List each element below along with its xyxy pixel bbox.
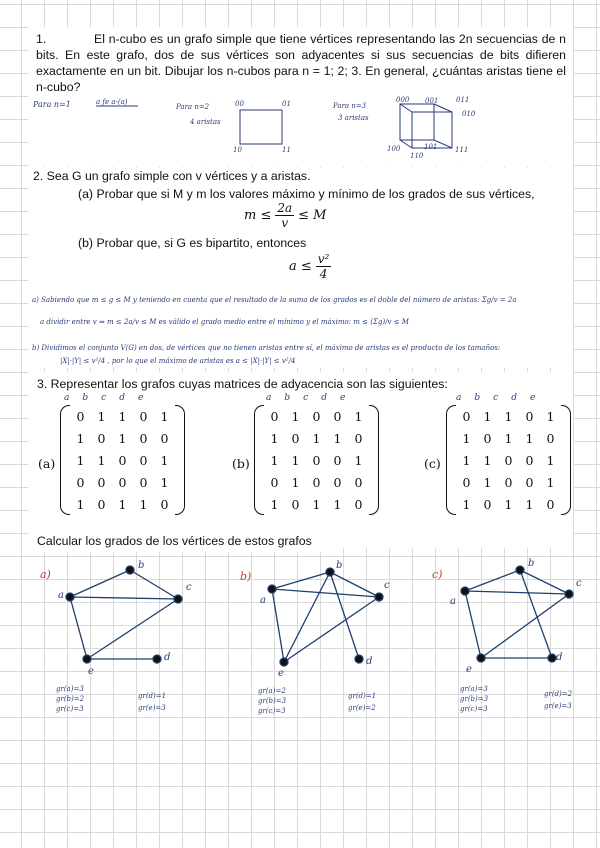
matrix-right-bracket — [175, 405, 185, 515]
matrix-cell: 1 — [312, 430, 321, 446]
matrix-row — [456, 493, 561, 515]
matrix-row — [264, 449, 369, 471]
matrix-cell: 1 — [139, 496, 148, 512]
matrix-row — [70, 471, 175, 493]
q2-part-b: (b) Probar que, si G es bipartito, entonces — [78, 236, 307, 250]
matrix-cell: 0 — [291, 430, 300, 446]
q1-cube-sketches — [0, 0, 600, 170]
col-letter: d — [119, 393, 138, 403]
matrix-cell: 1 — [118, 496, 127, 512]
matrix-cell: 1 — [97, 452, 106, 468]
matrix-left-bracket — [254, 405, 264, 515]
graph-c-vertex-a: a — [450, 596, 456, 607]
matrix-cell: 1 — [160, 452, 169, 468]
matrix-cell: 0 — [462, 474, 471, 490]
matrix-cell: 1 — [546, 474, 555, 490]
matrix-a-label: (a) — [38, 456, 56, 471]
matrix-row — [456, 471, 561, 493]
graph-b-vertex-e: e — [278, 668, 284, 679]
degrees-a-right — [138, 690, 166, 714]
matrix-cell: 0 — [333, 408, 342, 424]
matrix-cell: 0 — [270, 474, 279, 490]
graph-b-label: b) — [240, 570, 252, 583]
matrix-cell: 0 — [333, 452, 342, 468]
q2-part-a: (a) Probar que si M y m los valores máximo y mínimo de los grados de sus vértices, — [78, 187, 535, 201]
matrix-right-bracket — [369, 405, 379, 515]
matrix-cell: 1 — [525, 496, 534, 512]
q2-formula-b — [289, 252, 331, 281]
matrix-cell: 1 — [483, 408, 492, 424]
matrix-cell: 1 — [270, 452, 279, 468]
matrix-cell: 0 — [139, 408, 148, 424]
q1-n2-label: 01 — [282, 100, 291, 108]
matrix-cell: 0 — [504, 452, 513, 468]
matrix-c — [456, 405, 561, 515]
matrix-cell: 0 — [525, 452, 534, 468]
formula-b-den: 4 — [319, 267, 328, 281]
matrix-cell: 1 — [333, 496, 342, 512]
matrix-cell: 0 — [333, 474, 342, 490]
matrix-right-bracket — [561, 405, 571, 515]
degree-note: gr(e)=2 — [348, 704, 376, 712]
matrix-c-label: (c) — [424, 456, 441, 471]
degree-note: gr(e)=3 — [544, 702, 572, 710]
matrix-cell: 0 — [97, 474, 106, 490]
matrix-a-col-letters — [64, 393, 156, 403]
matrix-cell: 1 — [97, 408, 106, 424]
q2-note: |X|·|Y| ≤ v²/4 , por lo que el máximo de aristas es a ≤ |X|·|Y| ≤ v²/4 — [60, 357, 296, 365]
col-letter: e — [529, 393, 549, 403]
matrix-cell: 1 — [76, 452, 85, 468]
matrix-cell: 1 — [291, 408, 300, 424]
col-letter: e — [339, 393, 359, 403]
matrix-cell: 0 — [139, 452, 148, 468]
q2-formula-a — [244, 201, 327, 230]
q1-n3-label: 010 — [462, 110, 476, 118]
q1-n2-label: 11 — [282, 146, 291, 154]
matrix-cell: 1 — [525, 430, 534, 446]
degree-note: gr(d)=1 — [138, 692, 167, 700]
degree-note: gr(a)=2 — [258, 687, 286, 695]
degrees-b-right — [348, 690, 376, 714]
matrix-cell: 1 — [118, 408, 127, 424]
matrix-cell: 1 — [312, 496, 321, 512]
matrix-cell: 0 — [76, 408, 85, 424]
graph-a-vertex-b: b — [138, 560, 145, 571]
matrix-cell: 1 — [291, 474, 300, 490]
matrix-cell: 0 — [546, 430, 555, 446]
matrix-cell: 1 — [462, 430, 471, 446]
matrix-cell: 1 — [291, 452, 300, 468]
degree-note: gr(a)=3 — [460, 685, 488, 693]
matrix-cell: 1 — [354, 452, 363, 468]
matrix-cell: 1 — [462, 496, 471, 512]
q1-note-n2b: 4 aristas — [190, 118, 221, 126]
matrix-cell: 0 — [160, 496, 169, 512]
matrix-cell: 1 — [546, 452, 555, 468]
graph-c-vertex-e: e — [466, 664, 472, 675]
matrix-row — [456, 449, 561, 471]
matrix-row — [264, 405, 369, 427]
degrees-c-left — [460, 684, 488, 714]
matrix-cell: 0 — [97, 496, 106, 512]
col-letter: d — [511, 393, 530, 403]
matrix-row — [456, 427, 561, 449]
matrix-left-bracket — [60, 405, 70, 515]
matrix-b — [264, 405, 369, 515]
matrix-cell: 0 — [312, 474, 321, 490]
col-letter: a — [456, 393, 475, 403]
matrix-cell: 1 — [76, 430, 85, 446]
matrix-cell: 1 — [483, 452, 492, 468]
matrix-cell: 0 — [354, 430, 363, 446]
q2-note: a) Sabiendo que m ≤ g ≤ M y teniendo en cuenta que el resultado de la suma de los grados es el doble del número de aristas: Σg/v = 2a — [32, 296, 517, 304]
graph-a — [20, 555, 220, 685]
matrix-left-bracket — [446, 405, 456, 515]
matrix-cell: 0 — [270, 408, 279, 424]
matrix-a — [70, 405, 175, 515]
graph-b-vertex-c: c — [384, 580, 390, 591]
q3-title: 3. Representar los grafos cuyas matrices de adyacencia son las siguientes: — [37, 377, 448, 391]
matrix-cell: 1 — [333, 430, 342, 446]
q1-n3-label: 011 — [456, 96, 470, 104]
matrix-cell: 0 — [291, 496, 300, 512]
q1-note-n1: Para n=1 — [33, 100, 71, 109]
degree-note: gr(d)=1 — [348, 692, 377, 700]
degrees-c-right — [544, 688, 572, 712]
matrix-row — [70, 449, 175, 471]
matrix-cell: 1 — [462, 452, 471, 468]
matrix-cell: 0 — [525, 408, 534, 424]
q2-note: a dividir entre v ⇒ m ≤ 2a/v ≤ M es válido el grado medio entre el mínimo y el máximo: m ≤ (Σg)/v ≤ M — [40, 318, 409, 326]
q1-n2-label: 00 — [235, 100, 244, 108]
q2-intro: 2. Sea G un grafo simple con v vértices y a aristas. — [33, 169, 311, 183]
graph-c-label: c) — [432, 568, 443, 581]
matrix-cell: 0 — [354, 496, 363, 512]
matrix-cell: 0 — [483, 496, 492, 512]
graph-a-vertex-e: e — [88, 666, 94, 677]
col-letter: a — [64, 393, 83, 403]
graph-c — [420, 555, 590, 685]
col-letter: b — [284, 393, 304, 403]
q1-note-n3b: 3 aristas — [338, 114, 369, 122]
col-letter: c — [493, 393, 512, 403]
matrix-cell: 1 — [270, 430, 279, 446]
graph-b-vertex-b: b — [336, 560, 343, 571]
col-letter: b — [474, 393, 494, 403]
matrix-b-col-letters — [266, 393, 358, 403]
matrix-row — [456, 405, 561, 427]
degree-note: gr(e)=3 — [138, 704, 166, 712]
degree-note: gr(b)=3 — [460, 695, 489, 703]
q3-subtitle: Calcular los grados de los vértices de estos grafos — [37, 534, 312, 548]
matrix-cell: 0 — [525, 474, 534, 490]
graph-b-vertex-d: d — [366, 656, 373, 667]
q2-note: b) Dividimos el conjunto V(G) en dos, de vértices que no tienen aristas entre sí, el máximo de aristas es el producto de los tamaños: — [32, 344, 501, 352]
matrix-cell: 1 — [76, 496, 85, 512]
formula-b-fraction — [316, 252, 332, 281]
q1-n3-label: 001 — [425, 97, 439, 105]
col-letter: b — [82, 393, 102, 403]
graph-a-label: a) — [40, 568, 51, 581]
matrix-cell: 1 — [160, 408, 169, 424]
matrix-cell: 0 — [97, 430, 106, 446]
degree-note: gr(d)=2 — [544, 690, 573, 698]
graph-a-vertex-d: d — [164, 652, 171, 663]
matrix-cell: 0 — [354, 474, 363, 490]
matrix-cell: 1 — [354, 408, 363, 424]
q1-n2-label: 10 — [233, 146, 242, 154]
formula-a-fraction — [275, 201, 294, 230]
matrix-row — [70, 493, 175, 515]
matrix-row — [264, 493, 369, 515]
degrees-a-left — [56, 684, 84, 714]
formula-a-num: 2a — [277, 201, 293, 215]
matrix-cell: 0 — [118, 452, 127, 468]
matrix-cell: 0 — [312, 452, 321, 468]
matrix-row — [264, 471, 369, 493]
q1-n3-label: 100 — [387, 145, 401, 153]
matrix-cell: 0 — [546, 496, 555, 512]
q1-n3-label: 000 — [396, 96, 410, 104]
matrix-cell: 1 — [118, 430, 127, 446]
graph-b — [220, 555, 420, 685]
degree-note: gr(b)=3 — [258, 697, 287, 705]
graph-b-vertex-a: a — [260, 595, 266, 606]
col-letter: c — [101, 393, 120, 403]
formula-a-lhs: m ≤ — [244, 208, 272, 223]
q1-note-n2: Para n=2 — [176, 103, 210, 111]
matrix-cell: 1 — [504, 496, 513, 512]
matrix-cell: 0 — [118, 474, 127, 490]
degree-note: gr(c)=3 — [258, 707, 286, 715]
q1-note-n1b: a fe a-(a) — [96, 98, 128, 106]
q1-note-n3: Para n=3 — [333, 102, 367, 110]
matrix-c-col-letters — [456, 393, 548, 403]
matrix-cell: 1 — [160, 474, 169, 490]
matrix-row — [70, 427, 175, 449]
degree-note: gr(b)=2 — [56, 695, 85, 703]
col-letter: a — [266, 393, 285, 403]
matrix-cell: 0 — [504, 474, 513, 490]
matrix-b-label: (b) — [232, 456, 250, 471]
q1-n3-label: 110 — [410, 152, 424, 160]
degrees-b-left — [258, 686, 286, 716]
formula-a-rhs: ≤ M — [298, 208, 327, 223]
matrix-row — [70, 405, 175, 427]
matrix-cell: 0 — [312, 408, 321, 424]
graph-a-vertex-a: a — [58, 590, 64, 601]
formula-b-num: v² — [317, 252, 330, 266]
q1-n3-label: 101 — [424, 143, 438, 151]
matrix-cell: 1 — [270, 496, 279, 512]
graph-c-vertex-d: d — [556, 652, 563, 663]
q1-number: 1. — [36, 32, 47, 46]
matrix-cell: 1 — [483, 474, 492, 490]
matrix-cell: 0 — [160, 430, 169, 446]
formula-b-lhs: a ≤ — [289, 259, 312, 274]
matrix-cell: 1 — [504, 430, 513, 446]
matrix-cell: 0 — [483, 430, 492, 446]
col-letter: e — [137, 393, 157, 403]
formula-a-den: v — [281, 216, 289, 230]
col-letter: c — [303, 393, 322, 403]
graph-c-vertex-c: c — [576, 578, 582, 589]
graph-a-vertex-c: c — [186, 582, 192, 593]
matrix-cell: 1 — [546, 408, 555, 424]
degree-note: gr(c)=3 — [460, 705, 488, 713]
degree-note: gr(c)=3 — [56, 705, 84, 713]
matrix-cell: 0 — [76, 474, 85, 490]
col-letter: d — [321, 393, 340, 403]
graph-c-vertex-b: b — [528, 558, 535, 569]
matrix-cell: 0 — [139, 430, 148, 446]
matrix-cell: 1 — [504, 408, 513, 424]
matrix-row — [264, 427, 369, 449]
q1-text: El n-cubo es un grafo simple que tiene vértices representando las 2n secuencias de n bits. En este grafo, dos de sus vértices son adyacentes si sus secuencias de bits difieren exactamente en un bit. Dibujar los n-cubos para n = 1; 2; 3. En general, ¿cuántas aristas tiene el n-cubo? — [36, 32, 566, 94]
degree-note: gr(a)=3 — [56, 685, 84, 693]
matrix-cell: 0 — [139, 474, 148, 490]
matrix-cell: 0 — [462, 408, 471, 424]
q1-n3-label: 111 — [455, 146, 469, 154]
